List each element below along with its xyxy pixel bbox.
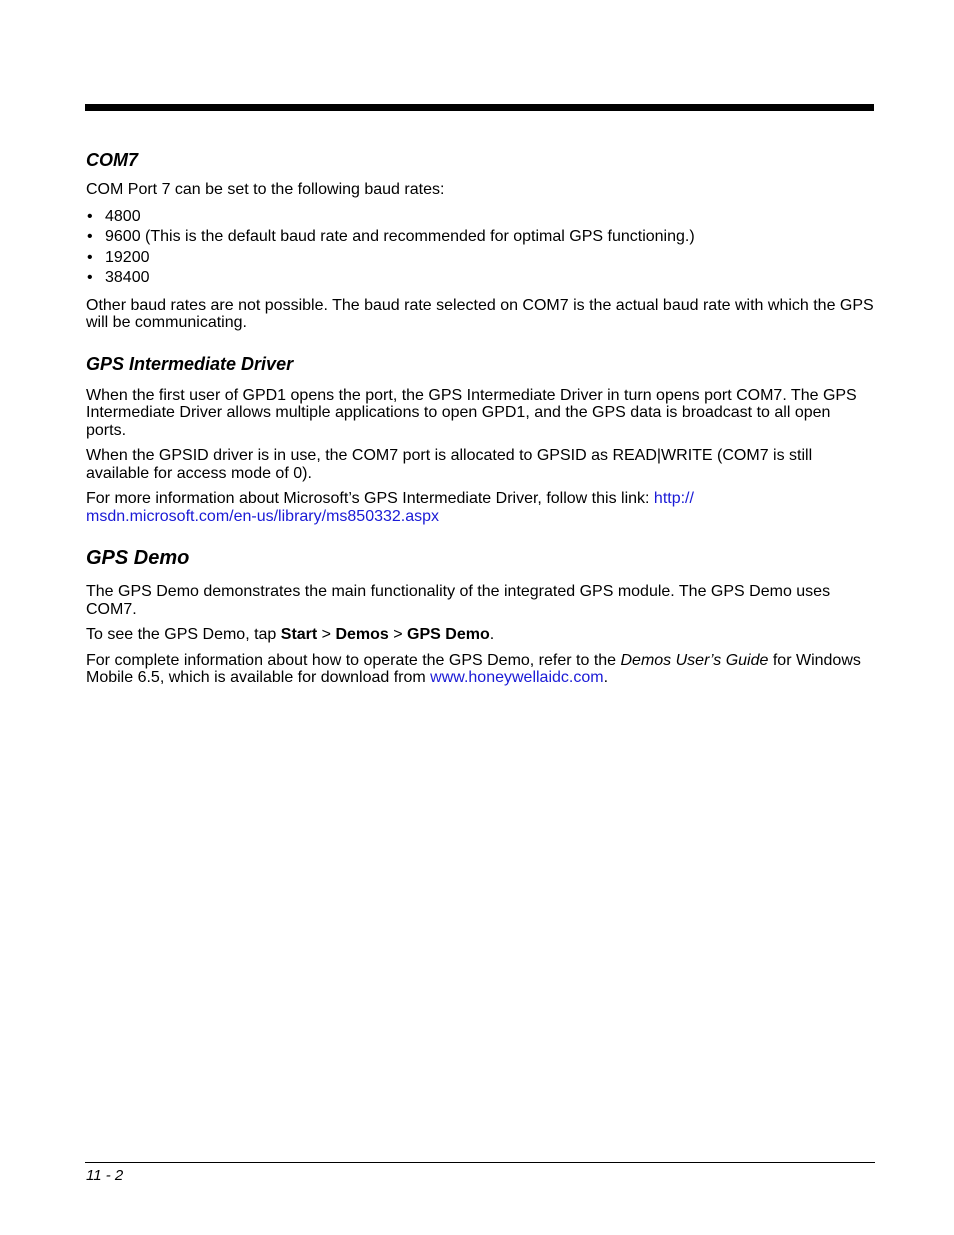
- list-item: [86, 207, 874, 228]
- demo-paragraph-1: The GPS Demo demonstrates the main functionality of the integrated GPS module. The GPS Demo uses COM7.: [86, 583, 831, 618]
- demo-paragraph-3: [86, 652, 874, 687]
- section-heading-gps-intermediate-driver: GPS Intermediate Driver: [86, 353, 294, 374]
- section-heading-com7: COM7: [86, 150, 139, 170]
- baud-rate-list: [86, 207, 874, 289]
- demo-paragraph-3-suffix: .: [603, 669, 609, 686]
- demo-paragraph-3-middle: for Windows Mobile 6.5, which is available for download from: [86, 651, 861, 686]
- list-item-text: 38400: [105, 269, 150, 286]
- demo-paragraph-2: [86, 626, 874, 644]
- menu-path-gps-demo: GPS Demo: [407, 626, 490, 643]
- com7-intro: COM Port 7 can be set to the following baud rates:: [86, 181, 445, 198]
- list-item-text: 9600 (This is the default baud rate and recommended for optimal GPS functioning.): [105, 228, 695, 245]
- demos-users-guide-title: Demos User’s Guide: [620, 651, 769, 669]
- list-item-text: 19200: [105, 248, 150, 266]
- page-content: [86, 148, 874, 687]
- list-item: [86, 248, 874, 269]
- demo-paragraph-2-suffix: .: [489, 626, 495, 643]
- gid-paragraph-2: When the GPSID driver is in use, the COM7 port is allocated to GPSID as READ|WRITE (COM7 is still available for access mode of 0).: [86, 447, 813, 482]
- list-item-text: 4800: [105, 207, 141, 225]
- section-heading-gps-demo: GPS Demo: [86, 547, 190, 569]
- header-rule: [85, 104, 874, 111]
- list-item: [86, 227, 874, 248]
- msdn-link-part1: http://: [653, 490, 694, 507]
- gid-paragraph-1: When the first user of GPD1 opens the port, the GPS Intermediate Driver in turn opens port COM7. The GPS Intermediate Driver allows multiple applications to open GPD1, and the GPS data is broadcast to all open ports.: [86, 386, 857, 439]
- gid-paragraph-3-text: For more information about Microsoft’s GPS Intermediate Driver, follow this link:: [86, 490, 654, 507]
- demo-paragraph-3-prefix: For complete information about how to operate the GPS Demo, refer to the: [86, 651, 621, 669]
- bullet-icon: •: [87, 207, 93, 225]
- menu-path-demos: Demos: [335, 626, 389, 643]
- menu-path-separator: >: [388, 626, 408, 643]
- bullet-icon: •: [87, 269, 93, 286]
- page-number: 11 - 2: [86, 1167, 124, 1184]
- bullet-icon: •: [87, 248, 93, 266]
- footer-rule: [85, 1162, 875, 1163]
- gid-paragraph-3: [86, 490, 874, 525]
- com7-note: Other baud rates are not possible. The baud rate selected on COM7 is the actual baud rate with which the GPS will be communicating.: [86, 296, 874, 331]
- menu-path-start: Start: [280, 626, 318, 643]
- menu-path-separator: >: [317, 626, 336, 643]
- msdn-link-part2: msdn.microsoft.com/en-us/library/ms850332.aspx: [86, 507, 440, 525]
- demo-paragraph-2-prefix: To see the GPS Demo, tap: [86, 626, 281, 643]
- honeywell-link[interactable]: www.honeywellaidc.com: [430, 669, 604, 686]
- list-item: [86, 268, 874, 289]
- bullet-icon: •: [87, 228, 93, 245]
